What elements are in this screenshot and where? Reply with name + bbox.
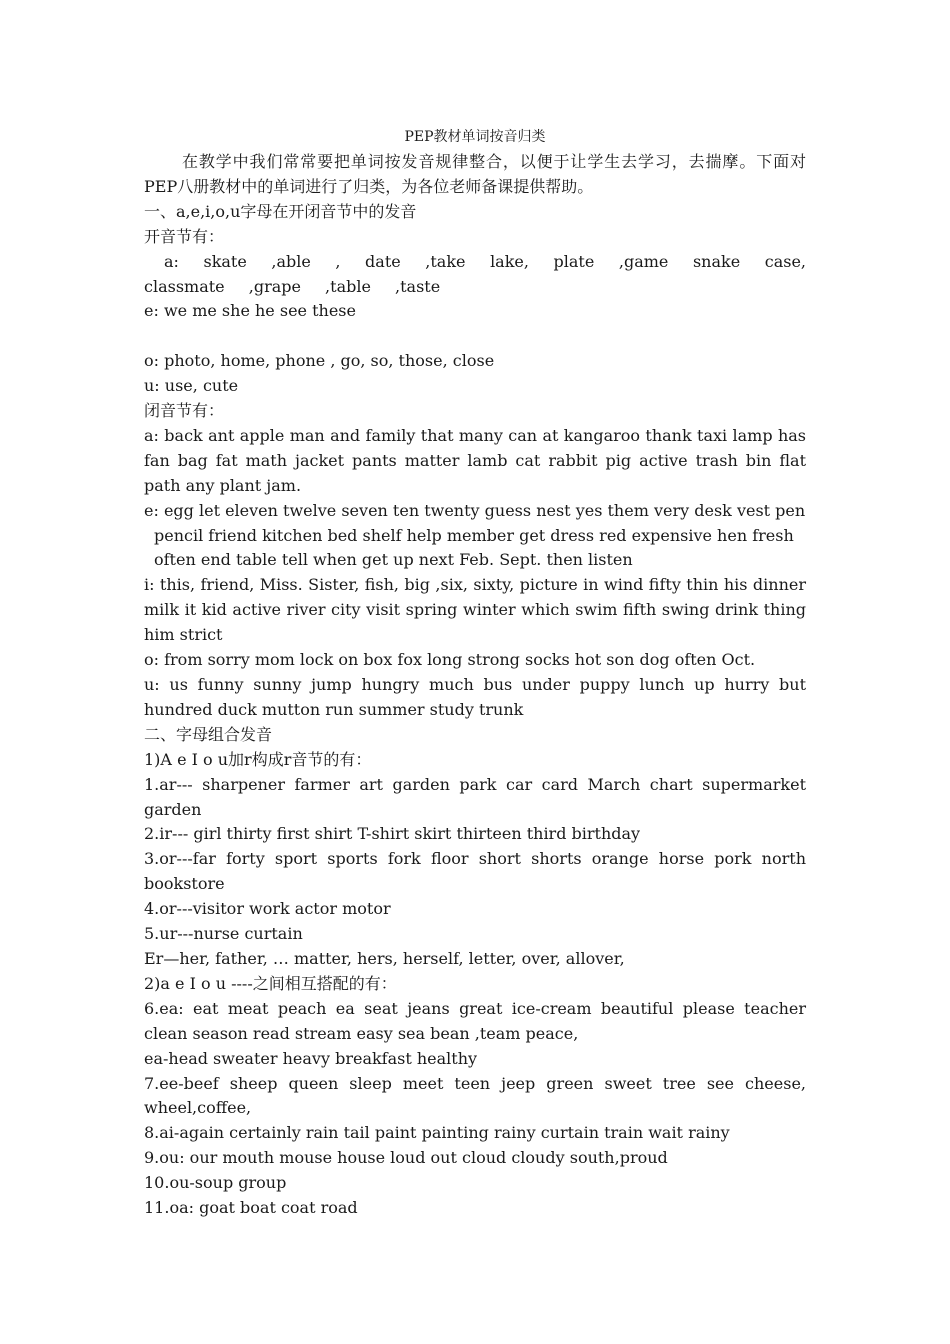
list-item-or-2: 4.or---visitor work actor motor bbox=[144, 899, 391, 919]
document-title: PEP教材单词按音归类 bbox=[404, 129, 546, 145]
list-item-ea-head: ea-head sweater heavy breakfast healthy bbox=[144, 1048, 478, 1068]
open-u-words: u: use, cute bbox=[144, 376, 239, 396]
list-item-or: 3.or---far forty sport sports fork floor short shorts orange horse pork north bookstore bbox=[144, 849, 806, 894]
list-item-ar: 1.ar--- sharpener farmer art garden park car card March chart supermarket garden bbox=[144, 774, 806, 819]
open-a-words: a: skate ,able , date ,take lake, plate ,game snake case, classmate ,grape ,table ,taste bbox=[144, 251, 806, 296]
closed-e-words-line1: e: egg let eleven twelve seven ten twenty guess nest yes them very desk vest pen bbox=[144, 500, 806, 520]
intro-paragraph: 在教学中我们常常要把单词按发音规律整合，以便于让学生去学习，去揣摩。下面对PEP八册教材中的单词进行了归类，为各位老师备课提供帮助。 bbox=[144, 152, 806, 196]
list-item-ou-soup: 10.ou-soup group bbox=[144, 1173, 287, 1193]
list-item-ea: 6.ea: eat meat peach ea seat jeans great ice-cream beautiful please teacher clean season read stream easy sea bean ,team peace, bbox=[144, 998, 806, 1043]
document-body bbox=[144, 150, 806, 1221]
list-item-ee: 7.ee-beef sheep queen sleep meet teen jeep green sweet tree see cheese, wheel,coffee, bbox=[144, 1073, 806, 1118]
closed-a-words: a: back ant apple man and family that many can at kangaroo thank taxi lamp has fan bag fat math jacket pants matter lamb cat rabbit pig active trash bin flat path any plant jam. bbox=[144, 425, 806, 495]
closed-e-words-line3: often end table tell when get up next Feb. Sept. then listen bbox=[154, 550, 633, 570]
closed-syllable-label: 闭音节有： bbox=[144, 401, 225, 421]
closed-e-words-line2: pencil friend kitchen bed shelf help member get dress red expensive hen fresh bbox=[154, 525, 794, 545]
list-item-ai: 8.ai-again certainly rain tail paint painting rainy curtain train wait rainy bbox=[144, 1123, 730, 1143]
open-e-words: e: we me she he see these bbox=[144, 301, 356, 321]
section-heading: 一、a,e,i,o,u字母在开闭音节中的发音 bbox=[144, 201, 417, 221]
subsection-heading: 2)a e I o u ----之间相互搭配的有： bbox=[144, 973, 397, 993]
closed-u-words: u: us funny sunny jump hungry much bus under puppy lunch up hurry but hundred duck mutton run summer study trunk bbox=[144, 675, 806, 719]
blank-line bbox=[144, 324, 806, 349]
closed-o-words: o: from sorry mom lock on box fox long strong socks hot son dog often Oct. bbox=[144, 650, 756, 670]
open-o-words: o: photo, home, phone , go, so, those, close bbox=[144, 351, 495, 371]
list-item-ur: 5.ur---nurse curtain bbox=[144, 924, 303, 944]
list-item-ir: 2.ir--- girl thirty first shirt T-shirt skirt thirteen third birthday bbox=[144, 824, 641, 844]
subsection-heading: 1)A e I o u加r构成r音节的有： bbox=[144, 749, 372, 769]
open-syllable-label: 开音节有： bbox=[144, 226, 225, 246]
list-item-ou: 9.ou: our mouth mouse house loud out cloud cloudy south,proud bbox=[144, 1148, 668, 1168]
list-item-oa: 11.oa: goat boat coat road bbox=[144, 1198, 358, 1218]
closed-i-words: i: this, friend, Miss. Sister, fish, big ,six, sixty, picture in wind fifty thin his dinner milk it kid active river city visit spring winter which swim fifth swing drink thing him strict bbox=[144, 575, 806, 645]
section-heading: 二、字母组合发音 bbox=[144, 724, 273, 744]
list-item-er: Er—her, father, … matter, hers, herself, letter, over, allover, bbox=[144, 948, 625, 968]
